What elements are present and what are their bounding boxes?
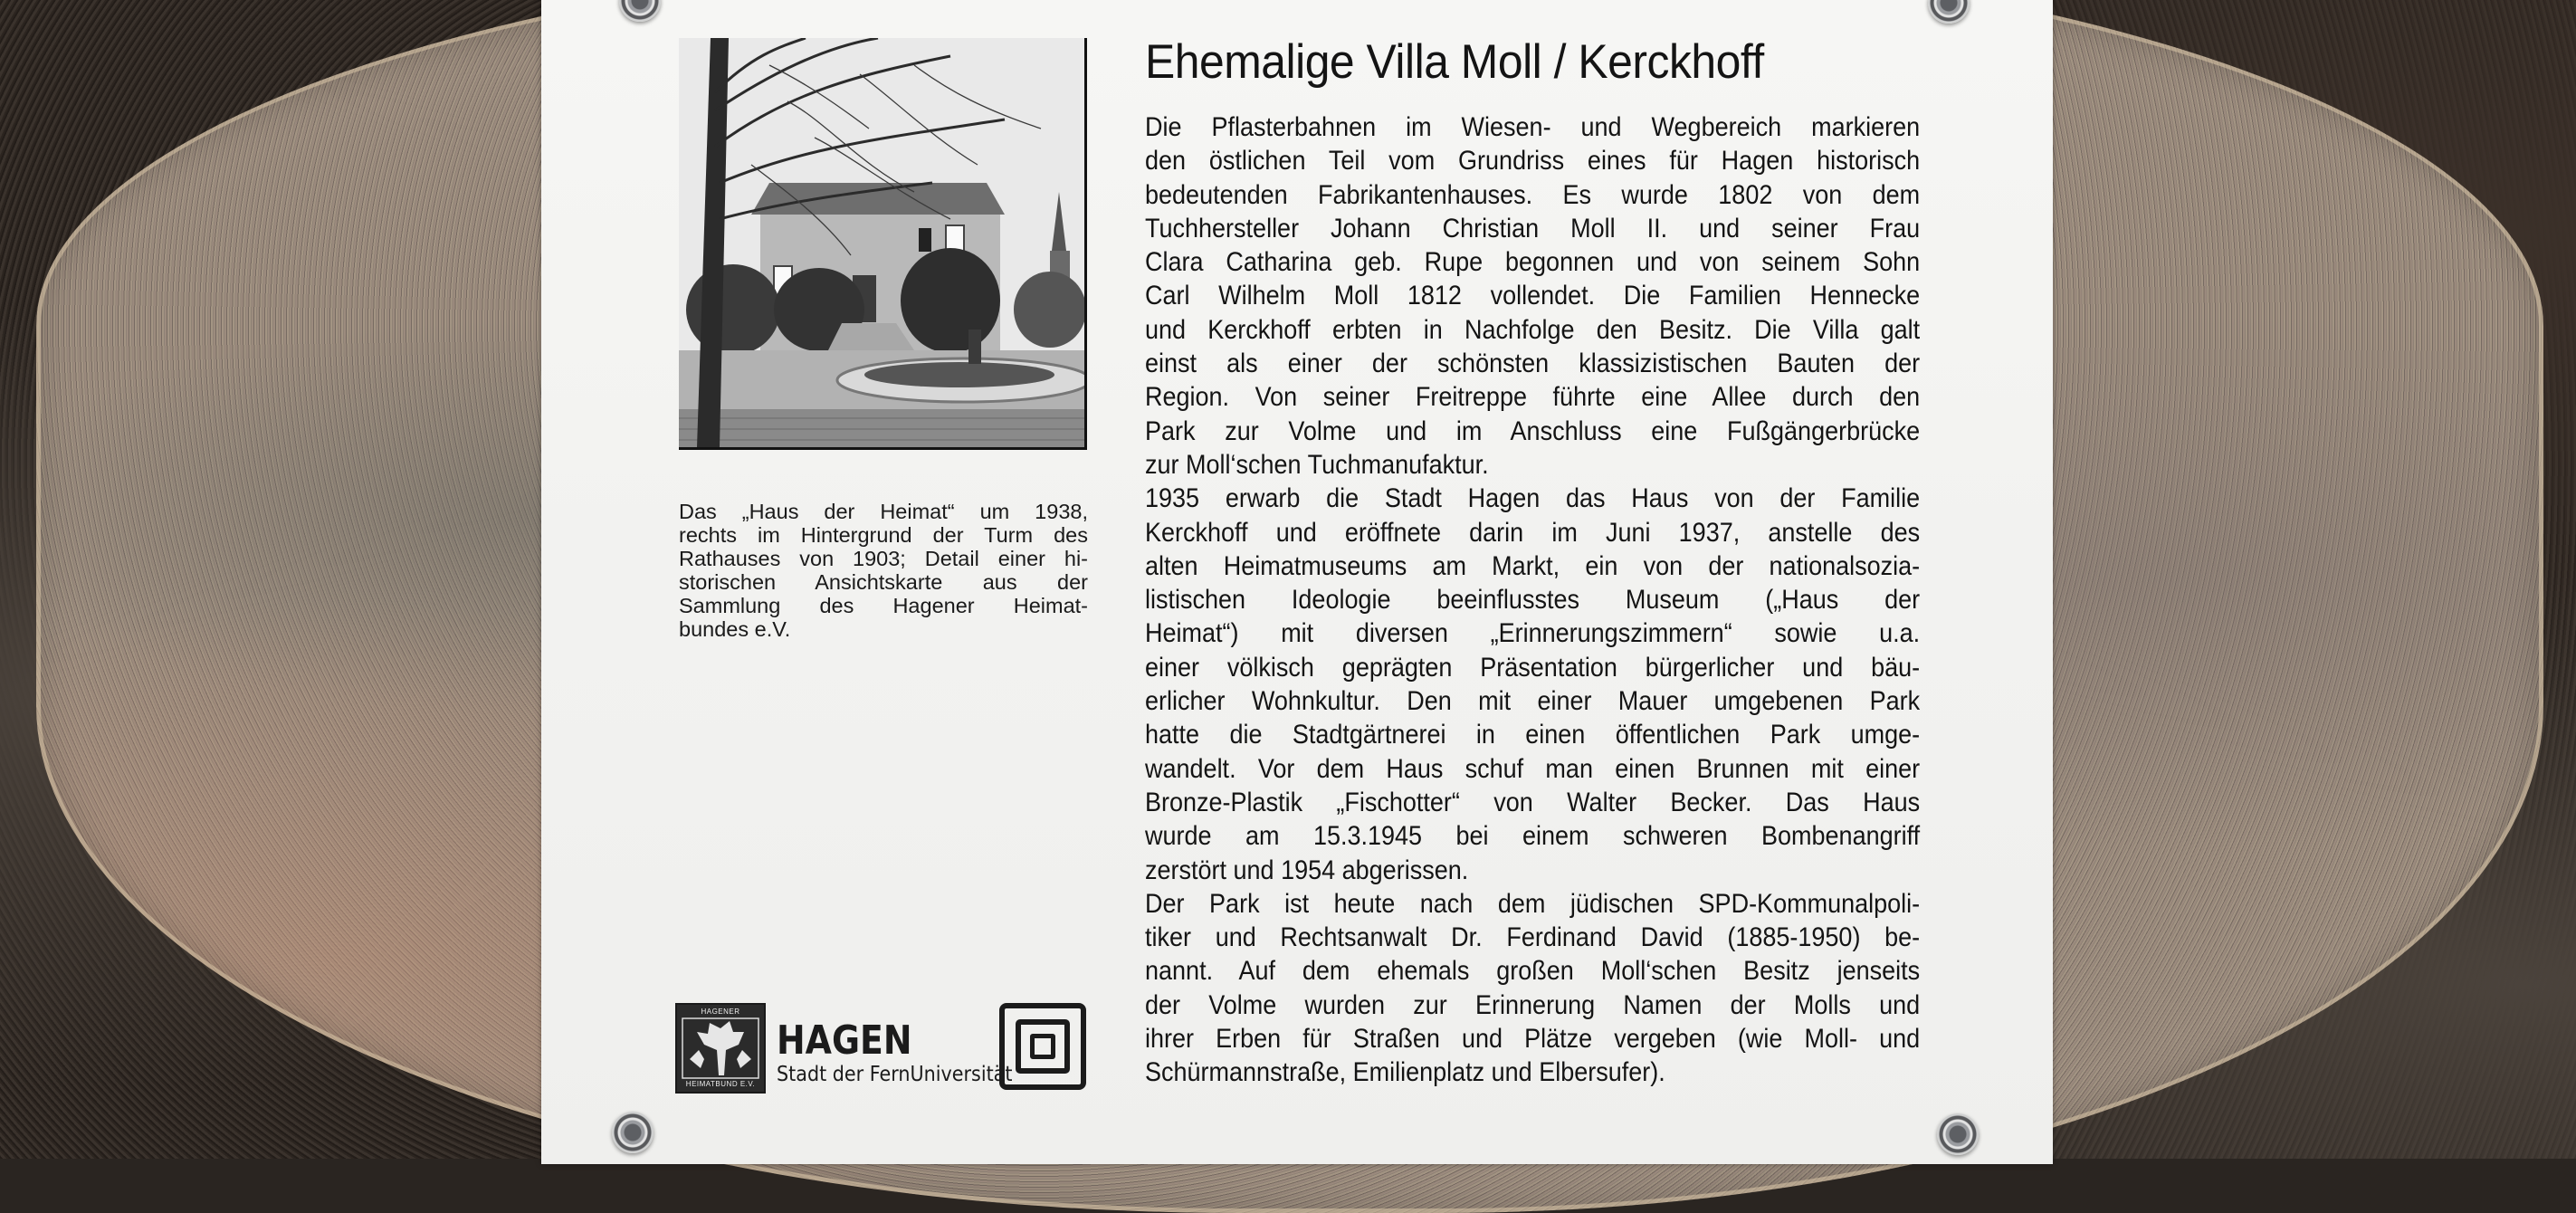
caption-line: Rathauses von 1903; Detail einer hi- — [679, 547, 1088, 570]
caption-line: Sammlung des Hagener Heimat- — [679, 594, 1088, 617]
body-line: wurde am 15.3.1945 bei einem schweren Bombenangriff — [1145, 821, 1921, 852]
caption-line: storischen Ansichtskarte aus der — [679, 570, 1088, 594]
villa-photo-illustration — [679, 38, 1084, 447]
heimatbund-bottom-band: HEIMATBUND E.V. — [685, 1080, 756, 1088]
body-line: Carl Wilhelm Moll 1812 vollendet. Die Familien Hennecke — [1145, 281, 1921, 311]
body-line: alten Heimatmuseums am Markt, ein von der nationalsozia- — [1145, 550, 1921, 581]
body-line: 1935 erwarb die Stadt Hagen das Haus von der Familie — [1145, 483, 1921, 514]
body-line: einer völkisch geprägten Präsentation bürgerlicher und bäu- — [1145, 652, 1921, 683]
screw-icon — [1937, 1113, 1979, 1155]
body-line: Bronze-Plastik „Fischotter“ von Walter Becker. Das Haus — [1145, 787, 1921, 817]
body-line: zerstört und 1954 abgerissen. — [1145, 855, 1469, 885]
body-line: ihrer Erben für Straßen und Plätze vergeben (wie Moll- und — [1145, 1024, 1921, 1055]
body-line: Schürmannstraße, Emilienplatz und Elbersufer). — [1145, 1057, 1665, 1088]
plaque-title: Ehemalige Villa Moll / Kerckhoff — [1145, 35, 1764, 89]
screw-icon — [612, 1112, 654, 1153]
body-line: Park zur Volme und im Anschluss eine Fußgängerbrücke — [1145, 415, 1921, 446]
body-line: hatte die Stadtgärtnerei in einen öffentlichen Park umge- — [1145, 720, 1921, 750]
photo-caption — [679, 500, 1088, 641]
body-line: Der Park ist heute nach dem jüdischen SPD-Kommunalpoli- — [1145, 888, 1921, 919]
body-line: Tuchhersteller Johann Christian Moll II. und seiner Frau — [1145, 213, 1921, 244]
body-line: zur Moll‘schen Tuchmanufaktur. — [1145, 449, 1489, 480]
caption-line: bundes e.V. — [679, 617, 791, 641]
body-line: listischen Ideologie beeinflusstes Museum („Haus der — [1145, 585, 1921, 616]
body-line: Die Pflasterbahnen im Wiesen- und Wegbereich markieren — [1145, 112, 1921, 142]
body-line: den östlichen Teil vom Grundriss eines für Hagen historisch — [1145, 146, 1921, 177]
body-line: einst als einer der schönsten klassizistischen Bauten der — [1145, 349, 1921, 379]
body-line: wandelt. Vor dem Haus schuf man einen Brunnen mit einer — [1145, 753, 1921, 784]
city-logo-name: HAGEN — [777, 1017, 912, 1064]
body-line: erlicher Wohnkultur. Den mit einer Mauer umgebenen Park — [1145, 686, 1921, 717]
plaque-body-text — [1145, 110, 1921, 1090]
body-line: der Volme wurden zur Erinnerung Namen der Molls und — [1145, 989, 1921, 1020]
body-line: Region. Von seiner Freitreppe führte eine Allee durch den — [1145, 382, 1921, 413]
body-line: nannt. Auf dem ehemals großen Moll‘schen Besitz jenseits — [1145, 956, 1921, 987]
body-line: und Kerckhoff erbten in Nachfolge den Besitz. Die Villa galt — [1145, 314, 1921, 345]
body-line: Kerckhoff und eröffnete darin im Juni 1937, anstelle des — [1145, 517, 1921, 548]
body-line: Heimat“) mit diversen „Erinnerungszimmern“ sowie u.a. — [1145, 618, 1921, 649]
historic-photo — [679, 38, 1087, 450]
body-line: tiker und Rechtsanwalt Dr. Ferdinand David (1885-1950) be- — [1145, 922, 1921, 953]
caption-line: Das „Haus der Heimat“ um 1938, — [679, 500, 1088, 523]
heimatbund-top-band: HAGENER — [701, 1008, 740, 1016]
body-line: bedeutenden Fabrikantenhauses. Es wurde 1802 von dem — [1145, 179, 1921, 210]
heimatbund-logo — [675, 1003, 766, 1094]
caption-line: rechts im Hintergrund der Turm des — [679, 523, 1088, 547]
city-logo-subtitle: Stadt der FernUniversität — [777, 1063, 1013, 1086]
nested-squares-logo-icon — [999, 1003, 1086, 1090]
body-line: Clara Catharina geb. Rupe begonnen und von seinem Sohn — [1145, 247, 1921, 278]
